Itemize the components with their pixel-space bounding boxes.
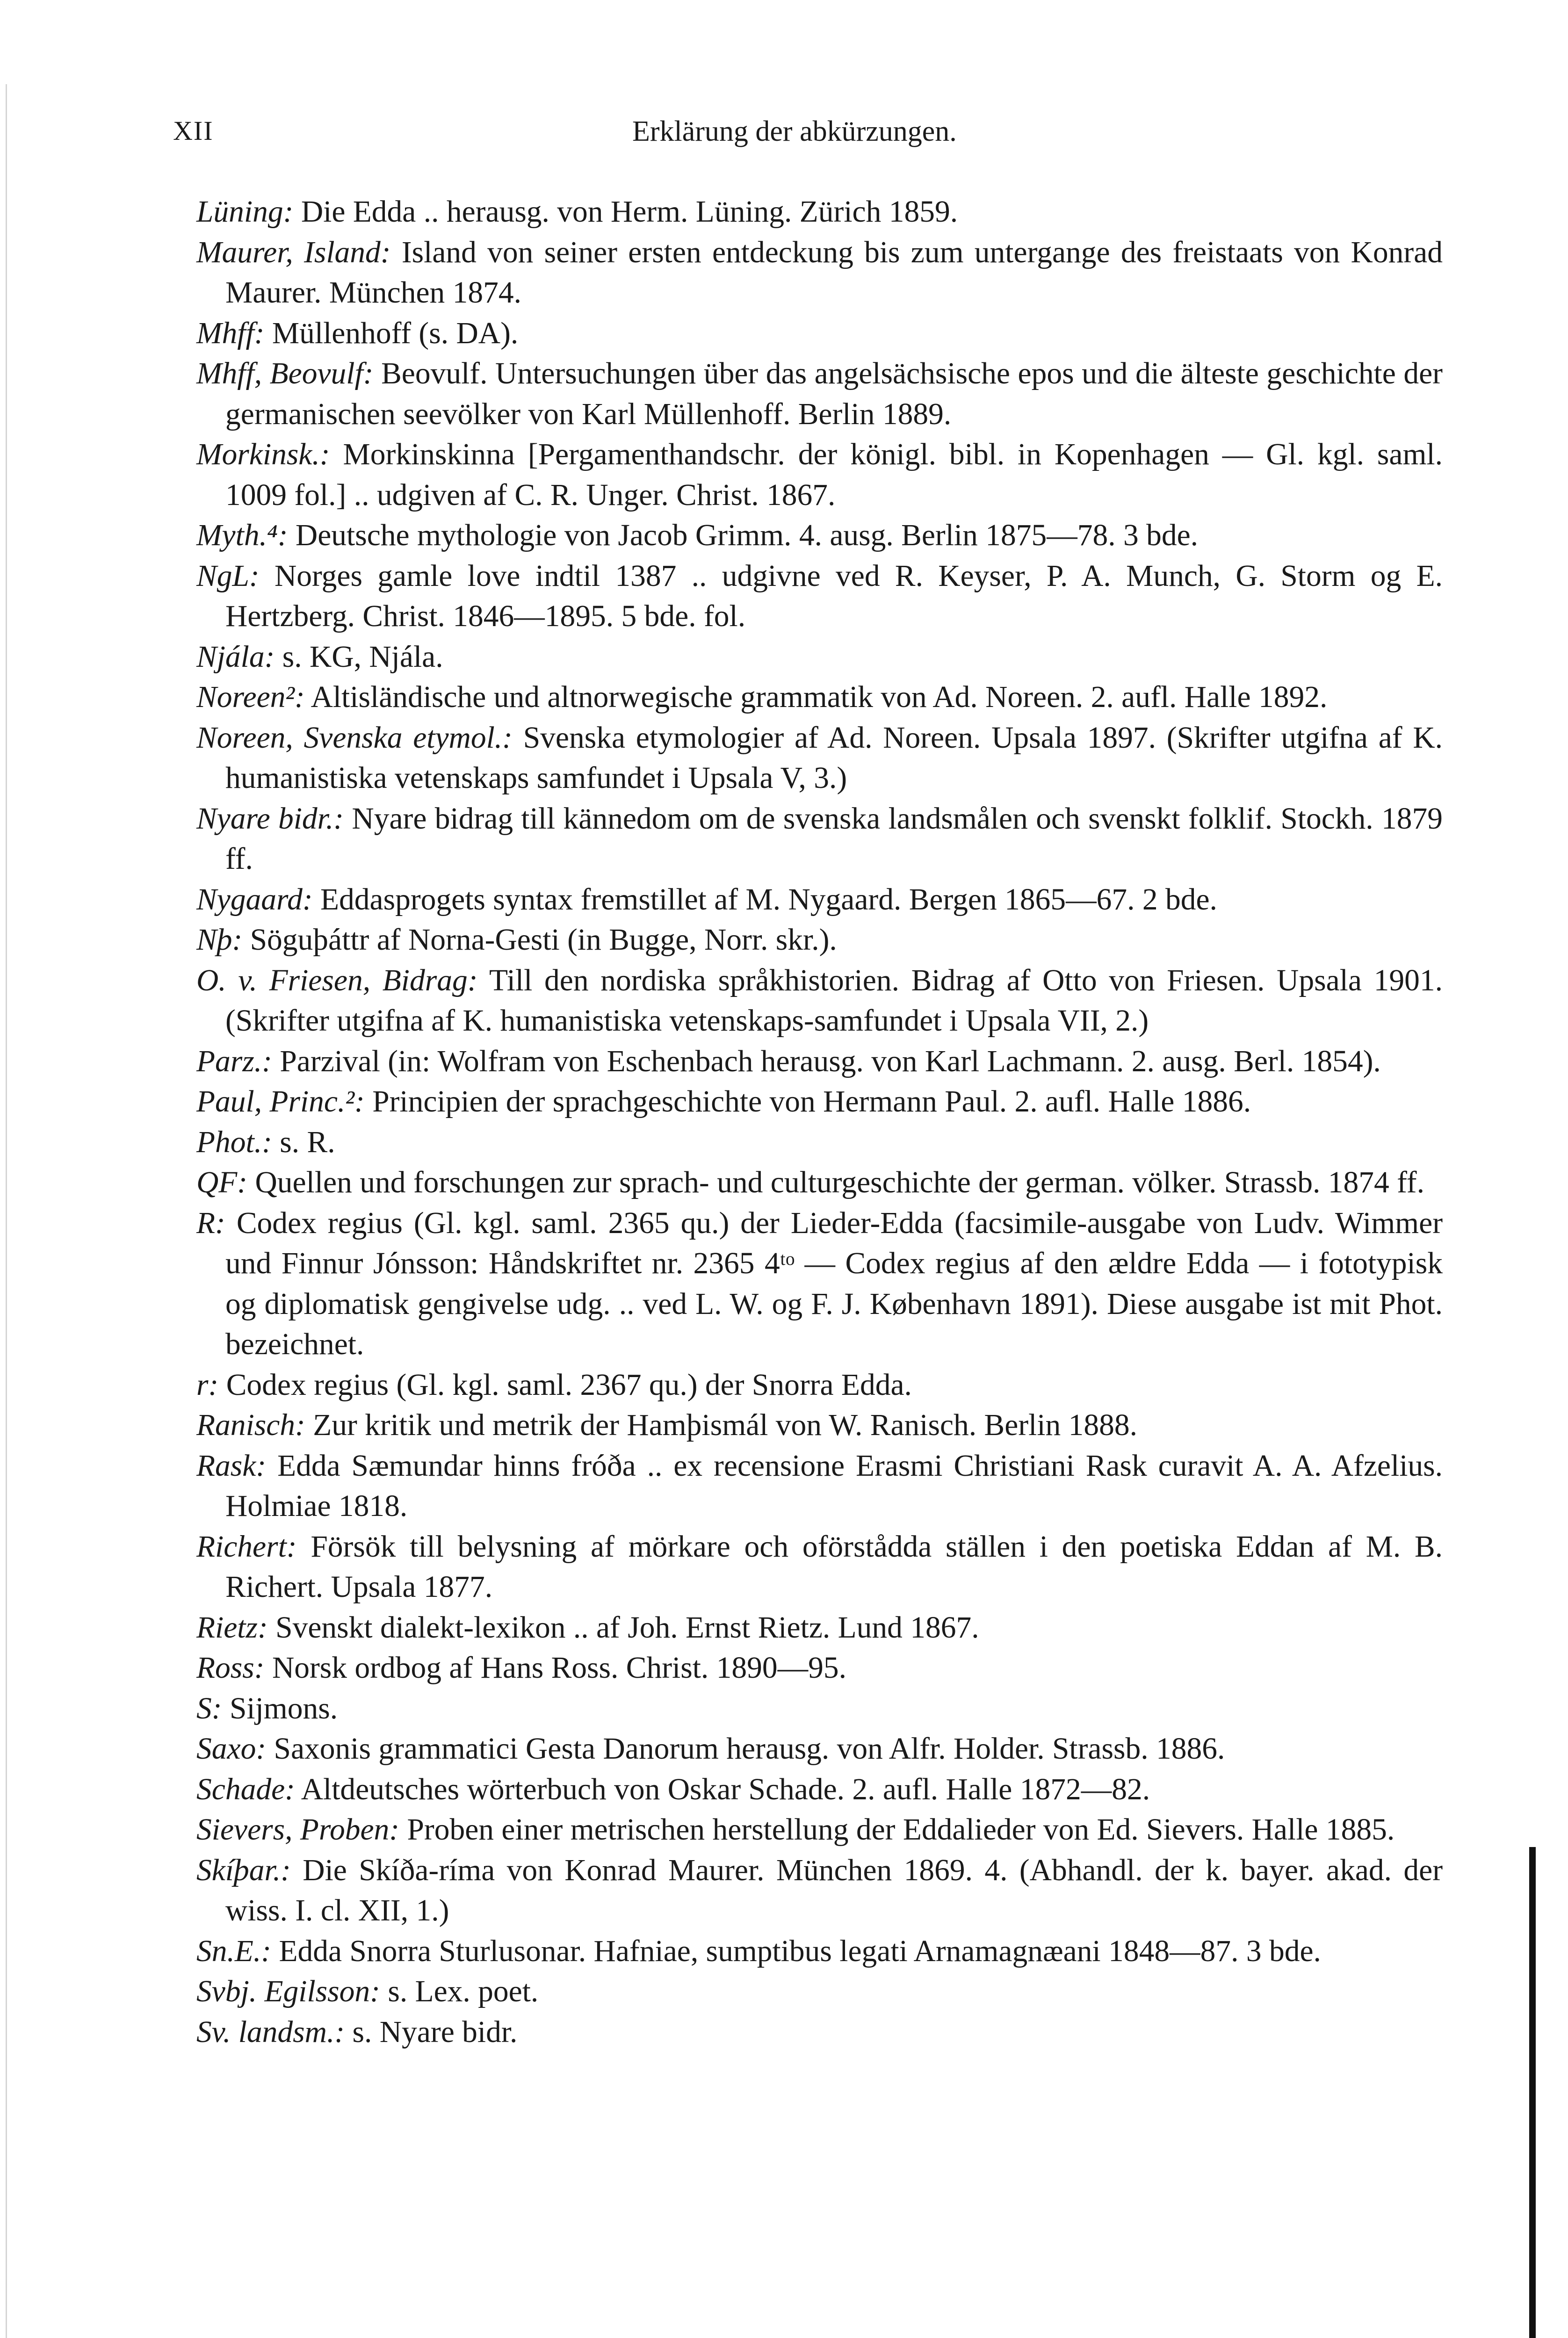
abbreviation-definition: Beovulf. Untersuchungen über das angelsächsische epos und die älteste geschichte der germanischen seevölker von Karl Müllenhoff. Berlin 1889. (225, 357, 1443, 431)
abbreviation-definition: Morkinskinna [Pergamenthandschr. der königl. bibl. in Kopenhagen — Gl. kgl. saml. 1009 fol.] .. udgiven af C. R. Unger. Christ. 1867. (225, 438, 1443, 512)
abbreviation-definition: s. Nyare bidr. (352, 2015, 518, 2049)
abbreviation-entry (196, 1527, 1443, 1608)
abbreviation-definition: Till den nordiska språkhistorien. Bidrag af Otto von Friesen. Upsala 1901. (Skrifter utgifna af K. humanistiska vetenskaps-samfundet i Upsala VII, 2.) (225, 963, 1443, 1038)
abbreviation-entry (196, 1689, 1443, 1729)
abbreviation-term: Maurer, Island: (196, 235, 391, 269)
abbreviation-definition: Försök till belysning af mörkare och oförstådda ställen i den poetiska Eddan af M. B. Richert. Upsala 1877. (225, 1530, 1443, 1604)
abbreviation-term: O. v. Friesen, Bidrag: (196, 963, 478, 997)
abbreviation-list (196, 192, 1443, 2052)
abbreviation-term: Mhff, Beovulf: (196, 357, 374, 390)
page-number: XII (173, 115, 214, 146)
abbreviation-definition: Norsk ordbog af Hans Ross. Christ. 1890—95. (272, 1651, 847, 1685)
abbreviation-entry (196, 2012, 1443, 2053)
abbreviation-term: Noreen, Svenska etymol.: (196, 721, 513, 755)
abbreviation-entry (196, 1769, 1443, 1810)
abbreviation-term: Nygaard: (196, 882, 313, 916)
abbreviation-definition: Svenska etymologier af Ad. Noreen. Upsala 1897. (Skrifter utgifna af K. humanistiska vetenskaps samfundet i Upsala V, 3.) (225, 721, 1443, 795)
abbreviation-entry (196, 313, 1443, 354)
abbreviation-entry (196, 1365, 1443, 1406)
abbreviation-term: Morkinsk.: (196, 438, 330, 471)
abbreviation-definition: Die Edda .. herausg. von Herm. Lüning. Zürich 1859. (301, 195, 958, 229)
abbreviation-term: Noreen²: (196, 680, 305, 714)
abbreviation-entry (196, 354, 1443, 434)
abbreviation-term: Paul, Princ.²: (196, 1085, 365, 1118)
abbreviation-term: Rask: (196, 1449, 267, 1483)
abbreviation-definition: Island von seiner ersten entdeckung bis zum untergange des freistaats von Konrad Maurer. München 1874. (225, 235, 1443, 310)
abbreviation-term: Sievers, Proben: (196, 1813, 400, 1847)
abbreviation-entry (196, 1608, 1443, 1648)
abbreviation-definition: Codex regius (Gl. kgl. saml. 2367 qu.) der Snorra Edda. (226, 1368, 912, 1402)
abbreviation-term: Ross: (196, 1651, 265, 1685)
abbreviation-entry (196, 556, 1443, 637)
abbreviation-term: R: (196, 1206, 225, 1240)
abbreviation-definition: Deutsche mythologie von Jacob Grimm. 4. ausg. Berlin 1875—78. 3 bde. (295, 519, 1199, 552)
scan-edge-bar (1529, 1847, 1536, 2338)
abbreviation-term: Schade: (196, 1772, 295, 1806)
abbreviation-entry (196, 1041, 1443, 1082)
abbreviation-entry (196, 1648, 1443, 1689)
abbreviation-definition: Zur kritik und metrik der Hamþismál von W. Ranisch. Berlin 1888. (313, 1408, 1138, 1442)
abbreviation-definition: Saxonis grammatici Gesta Danorum herausg. von Alfr. Holder. Strassb. 1886. (274, 1732, 1225, 1766)
abbreviation-definition: Nyare bidrag till kännedom om de svenska landsmålen och svenskt folklif. Stockh. 1879 ff. (225, 801, 1443, 876)
abbreviation-entry (196, 718, 1443, 799)
abbreviation-entry (196, 1162, 1443, 1203)
abbreviation-term: QF: (196, 1166, 248, 1199)
abbreviation-definition: Edda Snorra Sturlusonar. Hafniae, sumptibus legati Arnamagnæani 1848—87. 3 bde. (279, 1934, 1321, 1968)
abbreviation-definition: s. R. (280, 1125, 335, 1159)
abbreviation-entry (196, 515, 1443, 556)
abbreviation-term: Parz.: (196, 1044, 272, 1078)
page-header (173, 115, 1436, 157)
scan-edge-line (6, 84, 7, 2338)
abbreviation-entry (196, 434, 1443, 515)
abbreviation-entry (196, 677, 1443, 718)
abbreviation-definition: Altisländische und altnorwegische grammatik von Ad. Noreen. 2. aufl. Halle 1892. (311, 680, 1328, 714)
abbreviation-term: Richert: (196, 1530, 297, 1564)
abbreviation-term: Phot.: (196, 1125, 272, 1159)
abbreviation-term: r: (196, 1368, 219, 1402)
abbreviation-definition: Codex regius (Gl. kgl. saml. 2365 qu.) der Lieder-Edda (facsimile-ausgabe von Ludv. Wimmer und Finnur Jónsson: Håndskriftet nr. 2365 4ᵗᵒ — Codex regius af den ældre Edda — i fototypisk og diplomatisk gengivelse udg. .. ved L. W. og F. J. København 1891). Diese ausgabe ist mit Phot. bezeichnet. (225, 1206, 1443, 1361)
abbreviation-entry (196, 1446, 1443, 1527)
abbreviation-term: Skíþar.: (196, 1853, 291, 1887)
abbreviation-term: Ranisch: (196, 1408, 305, 1442)
running-title: Erklärung der abkürzungen. (632, 115, 957, 147)
abbreviation-definition: Söguþáttr af Norna-Gesti (in Bugge, Norr. skr.). (250, 923, 837, 957)
abbreviation-definition: Principien der sprachgeschichte von Hermann Paul. 2. aufl. Halle 1886. (372, 1085, 1251, 1118)
abbreviation-term: Sv. landsm.: (196, 2015, 345, 2049)
abbreviation-entry (196, 1971, 1443, 2012)
abbreviation-definition: Quellen und forschungen zur sprach- und culturgeschichte der german. völker. Strassb. 1874 ff. (255, 1166, 1424, 1199)
abbreviation-definition: Die Skíða-ríma von Konrad Maurer. München 1869. 4. (Abhandl. der k. bayer. akad. der wiss. I. cl. XII, 1.) (225, 1853, 1443, 1927)
abbreviation-entry (196, 920, 1443, 960)
abbreviation-definition: s. KG, Njála. (282, 640, 443, 674)
abbreviation-definition: Norges gamle love indtil 1387 .. udgivne ved R. Keyser, P. A. Munch, G. Storm og E. Hertzberg. Christ. 1846—1895. 5 bde. fol. (225, 559, 1443, 633)
abbreviation-term: Mhff: (196, 316, 265, 350)
abbreviation-definition: Müllenhoff (s. DA). (272, 316, 519, 350)
abbreviation-entry (196, 637, 1443, 678)
abbreviation-definition: Edda Sæmundar hinns fróða .. ex recensione Erasmi Christiani Rask curavit A. A. Afzelius. Holmiae 1818. (225, 1449, 1443, 1523)
abbreviation-definition: s. Lex. poet. (388, 1975, 539, 2008)
abbreviation-entry (196, 1203, 1443, 1365)
abbreviation-entry (196, 1729, 1443, 1769)
abbreviation-term: S: (196, 1691, 222, 1725)
abbreviation-term: Myth.⁴: (196, 519, 288, 552)
abbreviation-term: Njála: (196, 640, 275, 674)
abbreviation-term: Nþ: (196, 923, 243, 957)
abbreviation-entry (196, 232, 1443, 313)
abbreviation-entry (196, 192, 1443, 232)
abbreviation-entry (196, 1850, 1443, 1931)
abbreviation-term: Svbj. Egilsson: (196, 1975, 380, 2008)
abbreviation-term: Saxo: (196, 1732, 267, 1766)
abbreviation-entry (196, 960, 1443, 1041)
abbreviation-entry (196, 1810, 1443, 1850)
abbreviation-entry (196, 1082, 1443, 1122)
abbreviation-entry (196, 1405, 1443, 1446)
abbreviation-entry (196, 799, 1443, 880)
abbreviation-term: Nyare bidr.: (196, 801, 344, 836)
abbreviation-term: NgL: (196, 559, 260, 593)
abbreviation-term: Lüning: (196, 195, 294, 229)
abbreviation-definition: Parzival (in: Wolfram von Eschenbach herausg. von Karl Lachmann. 2. ausg. Berl. 1854). (280, 1044, 1381, 1078)
abbreviation-term: Sn.E.: (196, 1934, 272, 1968)
abbreviation-definition: Altdeutsches wörterbuch von Oskar Schade. 2. aufl. Halle 1872—82. (301, 1772, 1150, 1806)
abbreviation-entry (196, 1122, 1443, 1163)
abbreviation-definition: Svenskt dialekt-lexikon .. af Joh. Ernst Rietz. Lund 1867. (275, 1610, 979, 1645)
abbreviation-definition: Sijmons. (229, 1691, 338, 1725)
abbreviation-definition: Eddasprogets syntax fremstillet af M. Nygaard. Bergen 1865—67. 2 bde. (320, 882, 1217, 916)
abbreviation-definition: Proben einer metrischen herstellung der Eddalieder von Ed. Sievers. Halle 1885. (407, 1813, 1395, 1847)
abbreviation-entry (196, 880, 1443, 920)
abbreviation-term: Rietz: (196, 1610, 268, 1645)
abbreviation-entry (196, 1931, 1443, 1972)
